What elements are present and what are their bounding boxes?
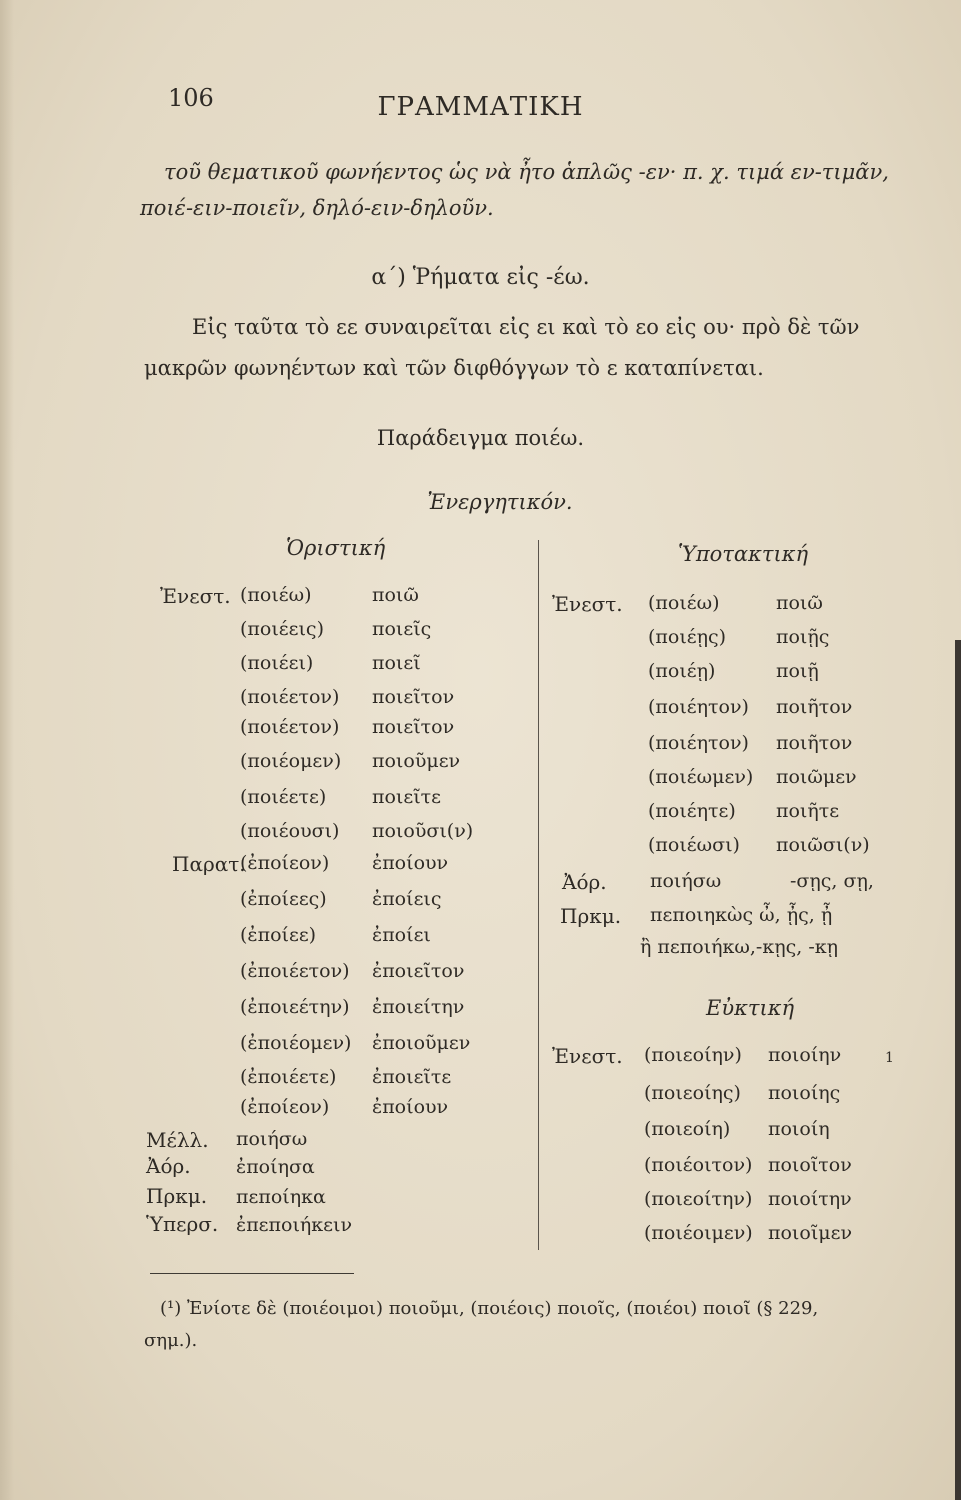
footnote-line-1: (¹) Ἐνίοτε δὲ (ποιέοιμοι) ποιοῦμι, (ποιέοις) ποιοῖς, (ποιέοι) ποιοῖ (§ 229,: [160, 1298, 819, 1319]
table-row-form: (ποιέητον): [648, 696, 749, 718]
table-row-contracted: ποιοίην: [768, 1044, 842, 1066]
table-row-contracted: ποιοίτην: [768, 1188, 852, 1210]
table-row-contracted: ἐποίει: [372, 924, 431, 946]
column-divider: [538, 540, 539, 1250]
tense-form: ποιήσω: [236, 1128, 308, 1150]
table-row-contracted: ἐποιοῦμεν: [372, 1032, 471, 1054]
table-row-contracted: ποιεῖτον: [372, 686, 455, 708]
table-row-form: (ἐποιέετον): [240, 960, 350, 982]
table-row-contracted: ποιῆτον: [776, 732, 853, 754]
tense-label: Μέλλ.: [146, 1128, 209, 1152]
indicative-heading: Ὁριστική: [286, 536, 386, 560]
table-row-form: (ποιέουσι): [240, 820, 340, 842]
paragraph-line-1: Εἰς ταῦτα τὸ εε συναιρεῖται εἰς ει καὶ τὸ εο εἰς ου· πρὸ δὲ τῶν: [192, 315, 860, 339]
table-row-contracted: ποιοῦσι(ν): [372, 820, 474, 842]
table-row-form: (ἐποιέομεν): [240, 1032, 352, 1054]
footnote-line-2: σημ.).: [144, 1330, 198, 1351]
tense-label: Ἐνεστ.: [552, 1044, 623, 1068]
tense-label: Ἀόρ.: [146, 1154, 191, 1178]
table-row-contracted: ἐποίουν: [372, 852, 449, 874]
table-row-form: (ποιεοίης): [644, 1082, 741, 1104]
table-row-form: (ἐποίεε): [240, 924, 317, 946]
table-row-form: (ποιέῃς): [648, 626, 727, 648]
table-row-form: (ποιέοιμεν): [644, 1222, 753, 1244]
tense-label: Ἐνεστ.: [552, 592, 623, 616]
table-row-contracted: ἐποίεις: [372, 888, 442, 910]
table-row-contracted: ποιεῖ: [372, 652, 421, 674]
tense-form: ἐπεποιήκειν: [236, 1214, 353, 1236]
intro-line-1: τοῦ θεματικοῦ φωνήεντος ὡς νὰ ἦτο ἁπλῶς -εν· π. χ. τιμά εν-τιμᾶν,: [164, 160, 889, 184]
table-row-form: (ποιέετον): [240, 716, 340, 738]
table-row-contracted: ποιεῖτον: [372, 716, 455, 738]
voice-heading: Ἐνεργητικόν.: [427, 490, 573, 514]
table-row-form: (ποιέετον): [240, 686, 340, 708]
tense-label: Παρατ.: [172, 852, 246, 876]
table-row-form: (ἐποιέετε): [240, 1066, 337, 1088]
table-row-contracted: ποιῶσι(ν): [776, 834, 870, 856]
table-row-form: (ποιέωμεν): [648, 766, 754, 788]
table-row-contracted: ἐποιείτην: [372, 996, 465, 1018]
running-head: ΓΡΑΜΜΑΤΙΚΗ: [377, 92, 584, 122]
aorist-form: ποιήσω: [650, 870, 722, 892]
page-right-edge: [955, 640, 961, 1500]
table-row-form: (ποιεοίη): [644, 1118, 731, 1140]
section-title: α΄) Ῥήματα εἰς -έω.: [371, 265, 590, 290]
table-row-form: (ποιέητε): [648, 800, 736, 822]
table-row-contracted: ἐποίουν: [372, 1096, 449, 1118]
tense-label: Ἀόρ.: [562, 870, 607, 894]
table-row-form: (ποιέητον): [648, 732, 749, 754]
intro-line-2: ποιέ-ειν-ποιεῖν, δηλό-ειν-δηλοῦν.: [140, 196, 494, 220]
page-number: 106: [168, 84, 214, 112]
table-row-contracted: ποιῶ: [372, 584, 419, 606]
table-row-contracted: ποιεῖτε: [372, 786, 442, 808]
table-row-contracted: ἐποιεῖτον: [372, 960, 465, 982]
tense-label: Ἐνεστ.: [160, 584, 231, 608]
subjunctive-heading: Ὑποτακτική: [678, 542, 809, 566]
table-row-form: (ποιέω): [648, 592, 720, 614]
page-left-shadow: [0, 0, 14, 1500]
table-row-form: (ποιέει): [240, 652, 314, 674]
table-row-form: (ἐποιεέτην): [240, 996, 350, 1018]
tense-label: Ὑπερσ.: [146, 1212, 219, 1236]
table-row-form: (ποιεοίην): [644, 1044, 742, 1066]
example-heading: Παράδειγμα ποιέω.: [376, 426, 585, 450]
optative-heading: Εὐκτική: [706, 996, 795, 1020]
table-row-form: (ποιεοίτην): [644, 1188, 753, 1210]
table-row-contracted: ποιῆτε: [776, 800, 840, 822]
perfect-form-line-2: ἢ πεποιήκω,-κῃς, -κῃ: [640, 936, 838, 958]
table-row-form: (ποιέετε): [240, 786, 327, 808]
table-row-contracted: ποιῶμεν: [776, 766, 857, 788]
table-row-contracted: ποιεῖς: [372, 618, 432, 640]
table-row-contracted: ποιοῖτον: [768, 1154, 852, 1176]
aorist-endings: -σῃς, σῃ,: [790, 870, 874, 892]
paragraph-line-2: μακρῶν φωνηέντων καὶ τῶν διφθόγγων τὸ ε καταπίνεται.: [144, 356, 764, 380]
table-row-contracted: ἐποιεῖτε: [372, 1066, 452, 1088]
footnote-mark: 1: [885, 1050, 894, 1066]
table-row-contracted: ποιοίης: [768, 1082, 841, 1104]
table-row-contracted: ποιῇς: [776, 626, 830, 648]
tense-form: ἐποίησα: [236, 1156, 315, 1178]
tense-label: Πρκμ.: [560, 904, 622, 928]
table-row-form: (ἐποίεον): [240, 1096, 330, 1118]
tense-label: Πρκμ.: [146, 1184, 208, 1208]
table-row-contracted: ποιῶ: [776, 592, 823, 614]
table-row-contracted: ποιοῖμεν: [768, 1222, 853, 1244]
table-row-form: (ποιέωσι): [648, 834, 740, 856]
table-row-form: (ποιέω): [240, 584, 312, 606]
table-row-contracted: ποιῇ: [776, 660, 819, 682]
table-row-form: (ποιέοιτον): [644, 1154, 753, 1176]
table-row-contracted: ποιοῦμεν: [372, 750, 461, 772]
table-row-contracted: ποιῆτον: [776, 696, 853, 718]
table-row-form: (ποιέομεν): [240, 750, 342, 772]
perfect-form-line-1: πεποιηκὼς ὦ, ᾖς, ᾖ: [650, 904, 833, 926]
table-row-form: (ἐποίεον): [240, 852, 330, 874]
table-row-form: (ἐποίεες): [240, 888, 327, 910]
tense-form: πεποίηκα: [236, 1186, 326, 1208]
table-row-form: (ποιέῃ): [648, 660, 716, 682]
table-row-form: (ποιέεις): [240, 618, 324, 640]
footnote-rule: [150, 1273, 354, 1274]
table-row-contracted: ποιοίη: [768, 1118, 830, 1140]
